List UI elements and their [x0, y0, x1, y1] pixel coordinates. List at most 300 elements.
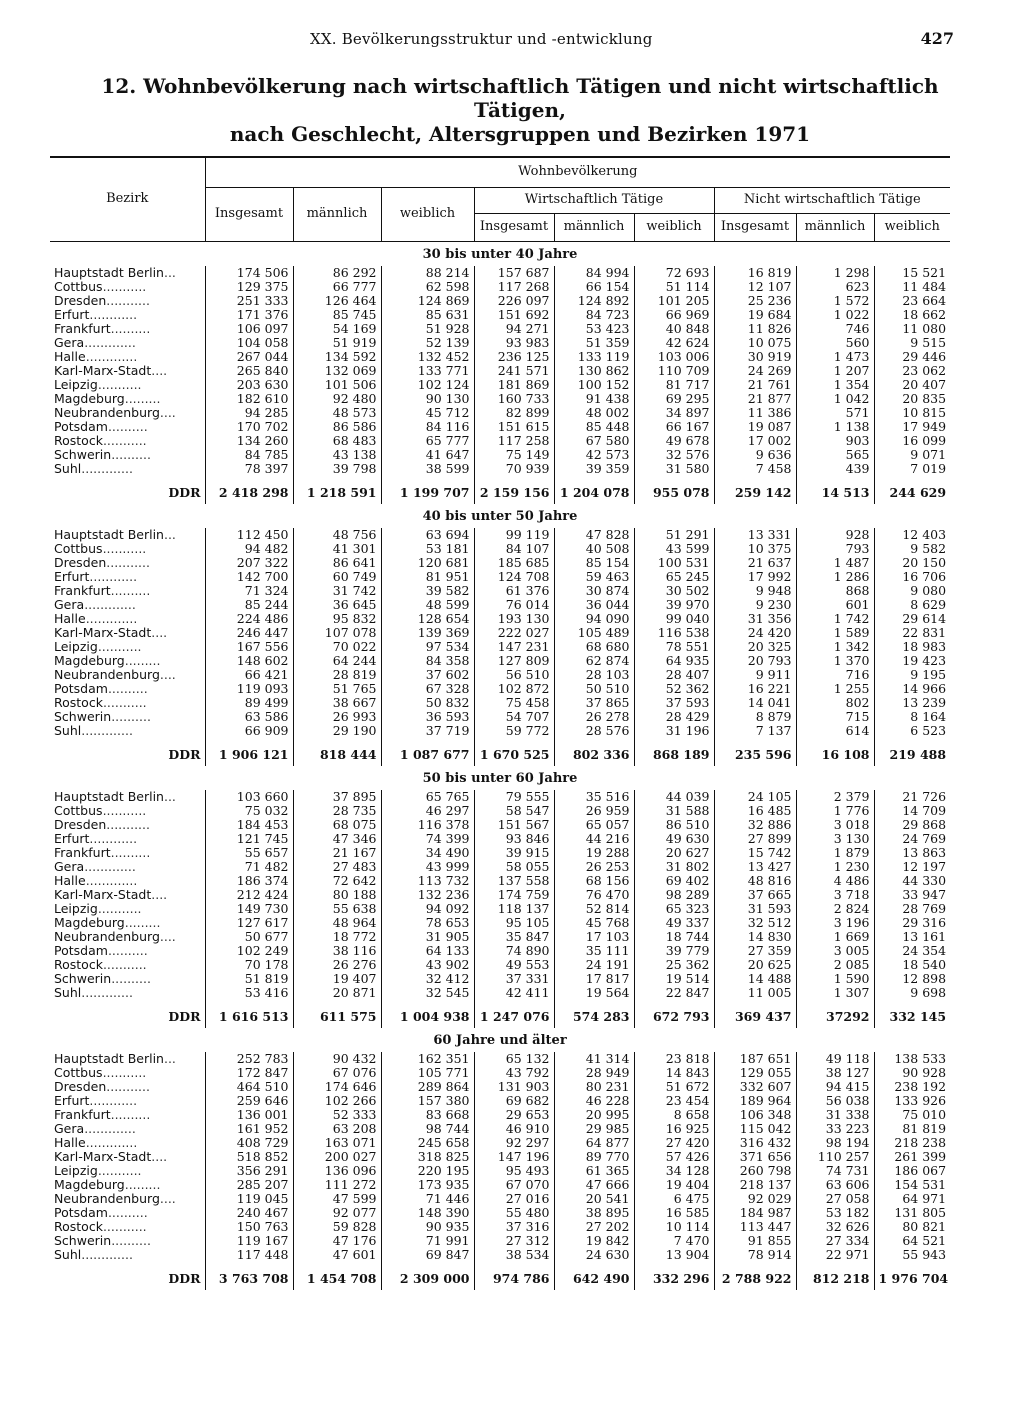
table-row — [50, 612, 950, 626]
value-cell: 65 323 — [634, 902, 714, 916]
value-cell: 132 236 — [381, 888, 474, 902]
value-cell: 48 964 — [293, 916, 381, 930]
leader-dots: .......... — [110, 845, 151, 860]
value-cell: 212 424 — [205, 888, 293, 902]
total-value-cell: 974 786 — [474, 1262, 554, 1290]
value-cell: 52 139 — [381, 336, 474, 350]
value-cell: 68 680 — [554, 640, 634, 654]
table-header — [50, 157, 950, 241]
value-cell: 31 580 — [634, 462, 714, 476]
value-cell: 46 228 — [554, 1094, 634, 1108]
leader-dots: .......... — [111, 709, 151, 724]
bezirk-cell — [50, 406, 205, 420]
leader-dots: ......... — [124, 1177, 161, 1192]
value-cell: 113 447 — [714, 1220, 796, 1234]
value-cell: 66 909 — [205, 724, 293, 738]
value-cell: 29 868 — [874, 818, 950, 832]
table-row — [50, 626, 950, 640]
value-cell: 101 205 — [634, 294, 714, 308]
value-cell: 58 055 — [474, 860, 554, 874]
value-cell: 35 111 — [554, 944, 634, 958]
bezirk-name: Erfurt — [54, 569, 90, 584]
value-cell: 1 042 — [796, 392, 874, 406]
value-cell: 17 002 — [714, 434, 796, 448]
value-cell: 13 427 — [714, 860, 796, 874]
value-cell: 28 576 — [554, 724, 634, 738]
leader-dots: ........... — [102, 695, 147, 710]
bezirk-cell — [50, 874, 205, 888]
table-row — [50, 1136, 950, 1150]
value-cell: 2 085 — [796, 958, 874, 972]
bezirk-cell — [50, 556, 205, 570]
value-cell: 267 044 — [205, 350, 293, 364]
value-cell: 104 058 — [205, 336, 293, 350]
value-cell: 29 614 — [874, 612, 950, 626]
bezirk-name: Frankfurt — [54, 845, 111, 860]
total-value-cell: 1 218 591 — [293, 476, 381, 504]
value-cell: 75 149 — [474, 448, 554, 462]
value-cell: 107 078 — [293, 626, 381, 640]
value-cell: 19 842 — [554, 1234, 634, 1248]
value-cell: 47 601 — [293, 1248, 381, 1262]
header-weiblich: weiblich — [381, 187, 474, 241]
table-row — [50, 1234, 950, 1248]
value-cell: 78 551 — [634, 640, 714, 654]
bezirk-name: Frankfurt — [54, 321, 111, 336]
table-row — [50, 696, 950, 710]
value-cell: 63 606 — [796, 1178, 874, 1192]
value-cell: 21 637 — [714, 556, 796, 570]
value-cell: 111 272 — [293, 1178, 381, 1192]
bezirk-cell — [50, 832, 205, 846]
value-cell: 128 654 — [381, 612, 474, 626]
bezirk-name: Halle — [54, 611, 86, 626]
bezirk-name: Gera — [54, 335, 85, 350]
value-cell: 86 641 — [293, 556, 381, 570]
total-value-cell: 1 199 707 — [381, 476, 474, 504]
value-cell: 55 657 — [205, 846, 293, 860]
bezirk-cell — [50, 322, 205, 336]
total-row — [50, 738, 950, 766]
value-cell: 7 137 — [714, 724, 796, 738]
value-cell: 1 307 — [796, 986, 874, 1000]
value-cell: 49 553 — [474, 958, 554, 972]
value-cell: 163 071 — [293, 1136, 381, 1150]
bezirk-cell — [50, 1108, 205, 1122]
value-cell: 90 130 — [381, 392, 474, 406]
value-cell: 1 590 — [796, 972, 874, 986]
value-cell: 318 825 — [381, 1150, 474, 1164]
value-cell: 20 150 — [874, 556, 950, 570]
value-cell: 85 244 — [205, 598, 293, 612]
header-bezirk: Bezirk — [50, 157, 205, 241]
leader-dots: .... — [151, 887, 168, 902]
leader-dots: .... — [151, 1149, 168, 1164]
table-row — [50, 1094, 950, 1108]
value-cell: 82 899 — [474, 406, 554, 420]
value-cell: 1 776 — [796, 804, 874, 818]
value-cell: 102 266 — [293, 1094, 381, 1108]
value-cell: 121 745 — [205, 832, 293, 846]
value-cell: 614 — [796, 724, 874, 738]
value-cell: 28 819 — [293, 668, 381, 682]
value-cell: 119 167 — [205, 1234, 293, 1248]
table-title — [90, 74, 950, 146]
value-cell: 84 358 — [381, 654, 474, 668]
value-cell: 218 238 — [874, 1136, 950, 1150]
value-cell: 24 420 — [714, 626, 796, 640]
value-cell: 184 453 — [205, 818, 293, 832]
value-cell: 11 826 — [714, 322, 796, 336]
header-wt-weiblich: weiblich — [634, 213, 714, 241]
table-body — [50, 241, 950, 1290]
bezirk-name: Erfurt — [54, 831, 90, 846]
value-cell: 32 512 — [714, 916, 796, 930]
value-cell: 1 669 — [796, 930, 874, 944]
bezirk-name: Cottbus — [54, 541, 103, 556]
bezirk-name: Suhl — [54, 723, 82, 738]
bezirk-name: Dresden — [54, 293, 107, 308]
value-cell: 84 994 — [554, 266, 634, 280]
value-cell: 20 625 — [714, 958, 796, 972]
bezirk-cell — [50, 668, 205, 682]
value-cell: 66 421 — [205, 668, 293, 682]
value-cell: 316 432 — [714, 1136, 796, 1150]
table-row — [50, 598, 950, 612]
value-cell: 24 191 — [554, 958, 634, 972]
value-cell: 64 971 — [874, 1192, 950, 1206]
value-cell: 1 473 — [796, 350, 874, 364]
total-label: DDR — [168, 746, 201, 762]
value-cell: 18 744 — [634, 930, 714, 944]
value-cell: 928 — [796, 528, 874, 542]
value-cell: 20 995 — [554, 1108, 634, 1122]
value-cell: 65 245 — [634, 570, 714, 584]
value-cell: 18 772 — [293, 930, 381, 944]
bezirk-cell — [50, 308, 205, 322]
value-cell: 41 647 — [381, 448, 474, 462]
value-cell: 84 107 — [474, 542, 554, 556]
bezirk-name: Gera — [54, 1121, 85, 1136]
value-cell: 68 075 — [293, 818, 381, 832]
leader-dots: ......... — [124, 915, 161, 930]
bezirk-name: Cottbus — [54, 803, 103, 818]
value-cell: 1 572 — [796, 294, 874, 308]
bezirk-cell — [50, 818, 205, 832]
value-cell: 90 935 — [381, 1220, 474, 1234]
value-cell: 71 446 — [381, 1192, 474, 1206]
bezirk-name: Hauptstadt Berlin — [54, 265, 164, 280]
value-cell: 18 540 — [874, 958, 950, 972]
value-cell: 148 602 — [205, 654, 293, 668]
total-value-cell: 1 247 076 — [474, 1000, 554, 1028]
value-cell: 601 — [796, 598, 874, 612]
value-cell: 100 531 — [634, 556, 714, 570]
table-row — [50, 916, 950, 930]
value-cell: 81 717 — [634, 378, 714, 392]
value-cell: 245 658 — [381, 1136, 474, 1150]
value-cell: 181 869 — [474, 378, 554, 392]
value-cell: 31 356 — [714, 612, 796, 626]
value-cell: 289 864 — [381, 1080, 474, 1094]
value-cell: 26 276 — [293, 958, 381, 972]
value-cell: 17 992 — [714, 570, 796, 584]
bezirk-name: Neubrandenburg — [54, 1191, 160, 1206]
table-row — [50, 528, 950, 542]
value-cell: 115 042 — [714, 1122, 796, 1136]
value-cell: 43 999 — [381, 860, 474, 874]
table-row — [50, 1178, 950, 1192]
bezirk-cell — [50, 448, 205, 462]
value-cell: 371 656 — [714, 1150, 796, 1164]
value-cell: 182 610 — [205, 392, 293, 406]
value-cell: 9 911 — [714, 668, 796, 682]
value-cell: 170 702 — [205, 420, 293, 434]
value-cell: 42 411 — [474, 986, 554, 1000]
value-cell: 11 005 — [714, 986, 796, 1000]
bezirk-name: Potsdam — [54, 1205, 108, 1220]
total-value-cell: 642 490 — [554, 1262, 634, 1290]
value-cell: 716 — [796, 668, 874, 682]
bezirk-name: Rostock — [54, 1219, 103, 1234]
bezirk-name: Potsdam — [54, 681, 108, 696]
value-cell: 26 278 — [554, 710, 634, 724]
value-cell: 1 138 — [796, 420, 874, 434]
value-cell: 49 678 — [634, 434, 714, 448]
bezirk-name: Leipzig — [54, 639, 98, 654]
bezirk-name: Frankfurt — [54, 1107, 111, 1122]
table-row — [50, 1052, 950, 1066]
value-cell: 18 983 — [874, 640, 950, 654]
value-cell: 86 292 — [293, 266, 381, 280]
value-cell: 28 769 — [874, 902, 950, 916]
value-cell: 22 971 — [796, 1248, 874, 1262]
total-value-cell: 2 309 000 — [381, 1262, 474, 1290]
bezirk-cell — [50, 1192, 205, 1206]
table-row — [50, 724, 950, 738]
table-row — [50, 542, 950, 556]
value-cell: 117 258 — [474, 434, 554, 448]
header-nwt-maennlich: männlich — [796, 213, 874, 241]
value-cell: 92 029 — [714, 1192, 796, 1206]
leader-dots: ............ — [89, 831, 138, 846]
value-cell: 2 379 — [796, 790, 874, 804]
value-cell: 203 630 — [205, 378, 293, 392]
leader-dots: ............. — [81, 985, 133, 1000]
value-cell: 9 080 — [874, 584, 950, 598]
value-cell: 29 190 — [293, 724, 381, 738]
value-cell: 119 093 — [205, 682, 293, 696]
table-row — [50, 322, 950, 336]
value-cell: 124 869 — [381, 294, 474, 308]
total-value-cell: 14 513 — [796, 476, 874, 504]
value-cell: 23 664 — [874, 294, 950, 308]
age-group-title: 40 bis unter 50 Jahre — [422, 508, 578, 524]
bezirk-name: Schwerin — [54, 709, 112, 724]
value-cell: 17 817 — [554, 972, 634, 986]
table-row — [50, 710, 950, 724]
value-cell: 10 075 — [714, 336, 796, 350]
value-cell: 24 269 — [714, 364, 796, 378]
value-cell: 44 039 — [634, 790, 714, 804]
value-cell: 149 730 — [205, 902, 293, 916]
bezirk-name: Suhl — [54, 1247, 82, 1262]
value-cell: 9 230 — [714, 598, 796, 612]
value-cell: 48 002 — [554, 406, 634, 420]
value-cell: 51 928 — [381, 322, 474, 336]
value-cell: 102 872 — [474, 682, 554, 696]
value-cell: 80 231 — [554, 1080, 634, 1094]
value-cell: 43 599 — [634, 542, 714, 556]
value-cell: 130 862 — [554, 364, 634, 378]
value-cell: 133 771 — [381, 364, 474, 378]
bezirk-cell — [50, 1220, 205, 1234]
value-cell: 75 032 — [205, 804, 293, 818]
bezirk-name: Neubrandenburg — [54, 405, 160, 420]
value-cell: 51 765 — [293, 682, 381, 696]
value-cell: 133 926 — [874, 1094, 950, 1108]
bezirk-cell — [50, 1080, 205, 1094]
value-cell: 86 586 — [293, 420, 381, 434]
value-cell: 21 761 — [714, 378, 796, 392]
value-cell: 31 588 — [634, 804, 714, 818]
running-title: XX. Bevölkerungsstruktur und -entwicklung — [310, 30, 653, 48]
value-cell: 103 006 — [634, 350, 714, 364]
table-row — [50, 1164, 950, 1178]
value-cell: 38 534 — [474, 1248, 554, 1262]
value-cell: 36 044 — [554, 598, 634, 612]
total-value-cell: 2 418 298 — [205, 476, 293, 504]
value-cell: 154 531 — [874, 1178, 950, 1192]
leader-dots: ........... — [102, 1219, 147, 1234]
total-value-cell: 1 670 525 — [474, 738, 554, 766]
value-cell: 224 486 — [205, 612, 293, 626]
value-cell: 252 783 — [205, 1052, 293, 1066]
value-cell: 67 076 — [293, 1066, 381, 1080]
bezirk-name: Hauptstadt Berlin — [54, 527, 164, 542]
table-row — [50, 364, 950, 378]
value-cell: 28 407 — [634, 668, 714, 682]
bezirk-name: Magdeburg — [54, 653, 125, 668]
value-cell: 162 351 — [381, 1052, 474, 1066]
table-row — [50, 654, 950, 668]
value-cell: 565 — [796, 448, 874, 462]
bezirk-cell — [50, 682, 205, 696]
bezirk-cell — [50, 378, 205, 392]
value-cell: 9 636 — [714, 448, 796, 462]
value-cell: 29 446 — [874, 350, 950, 364]
value-cell: 137 558 — [474, 874, 554, 888]
value-cell: 259 646 — [205, 1094, 293, 1108]
value-cell: 54 707 — [474, 710, 554, 724]
table-row — [50, 420, 950, 434]
value-cell: 101 506 — [293, 378, 381, 392]
value-cell: 34 128 — [634, 1164, 714, 1178]
value-cell: 94 092 — [381, 902, 474, 916]
value-cell: 332 607 — [714, 1080, 796, 1094]
table-row — [50, 584, 950, 598]
value-cell: 32 886 — [714, 818, 796, 832]
value-cell: 66 777 — [293, 280, 381, 294]
value-cell: 15 742 — [714, 846, 796, 860]
value-cell: 8 164 — [874, 710, 950, 724]
value-cell: 9 948 — [714, 584, 796, 598]
value-cell: 18 662 — [874, 308, 950, 322]
value-cell: 39 779 — [634, 944, 714, 958]
value-cell: 17 949 — [874, 420, 950, 434]
value-cell: 124 892 — [554, 294, 634, 308]
value-cell: 1 742 — [796, 612, 874, 626]
value-cell: 623 — [796, 280, 874, 294]
value-cell: 48 573 — [293, 406, 381, 420]
table-row — [50, 804, 950, 818]
value-cell: 518 852 — [205, 1150, 293, 1164]
bezirk-cell — [50, 1248, 205, 1262]
value-cell: 26 993 — [293, 710, 381, 724]
value-cell: 184 987 — [714, 1206, 796, 1220]
value-cell: 21 167 — [293, 846, 381, 860]
value-cell: 17 103 — [554, 930, 634, 944]
value-cell: 103 660 — [205, 790, 293, 804]
value-cell: 91 438 — [554, 392, 634, 406]
bezirk-name: Frankfurt — [54, 583, 111, 598]
value-cell: 12 107 — [714, 280, 796, 294]
bezirk-cell — [50, 902, 205, 916]
value-cell: 39 915 — [474, 846, 554, 860]
value-cell: 129 055 — [714, 1066, 796, 1080]
value-cell: 218 137 — [714, 1178, 796, 1192]
header-wohnbevoelkerung: Wohnbevölkerung — [205, 157, 950, 187]
leader-dots: ............. — [81, 1247, 133, 1262]
value-cell: 8 629 — [874, 598, 950, 612]
value-cell: 80 188 — [293, 888, 381, 902]
table-title-line-2: nach Geschlecht, Altersgruppen und Bezirken 1971 — [229, 122, 811, 146]
value-cell: 85 154 — [554, 556, 634, 570]
value-cell: 31 196 — [634, 724, 714, 738]
table-row — [50, 1150, 950, 1164]
value-cell: 61 365 — [554, 1164, 634, 1178]
value-cell: 68 483 — [293, 434, 381, 448]
bezirk-name: Erfurt — [54, 307, 90, 322]
leader-dots: .......... — [110, 321, 151, 336]
value-cell: 94 271 — [474, 322, 554, 336]
table-row — [50, 308, 950, 322]
bezirk-cell — [50, 542, 205, 556]
leader-dots: ... — [163, 265, 176, 280]
value-cell: 85 448 — [554, 420, 634, 434]
value-cell: 76 470 — [554, 888, 634, 902]
total-label: DDR — [168, 484, 201, 500]
value-cell: 32 545 — [381, 986, 474, 1000]
value-cell: 78 653 — [381, 916, 474, 930]
value-cell: 14 843 — [634, 1066, 714, 1080]
value-cell: 53 182 — [796, 1206, 874, 1220]
value-cell: 19 684 — [714, 308, 796, 322]
bezirk-cell — [50, 710, 205, 724]
value-cell: 16 485 — [714, 804, 796, 818]
value-cell: 200 027 — [293, 1150, 381, 1164]
value-cell: 75 458 — [474, 696, 554, 710]
value-cell: 94 415 — [796, 1080, 874, 1094]
total-value-cell: 574 283 — [554, 1000, 634, 1028]
value-cell: 30 919 — [714, 350, 796, 364]
value-cell: 98 744 — [381, 1122, 474, 1136]
value-cell: 41 314 — [554, 1052, 634, 1066]
value-cell: 64 877 — [554, 1136, 634, 1150]
value-cell: 28 949 — [554, 1066, 634, 1080]
value-cell: 13 863 — [874, 846, 950, 860]
total-value-cell: 332 145 — [874, 1000, 950, 1028]
